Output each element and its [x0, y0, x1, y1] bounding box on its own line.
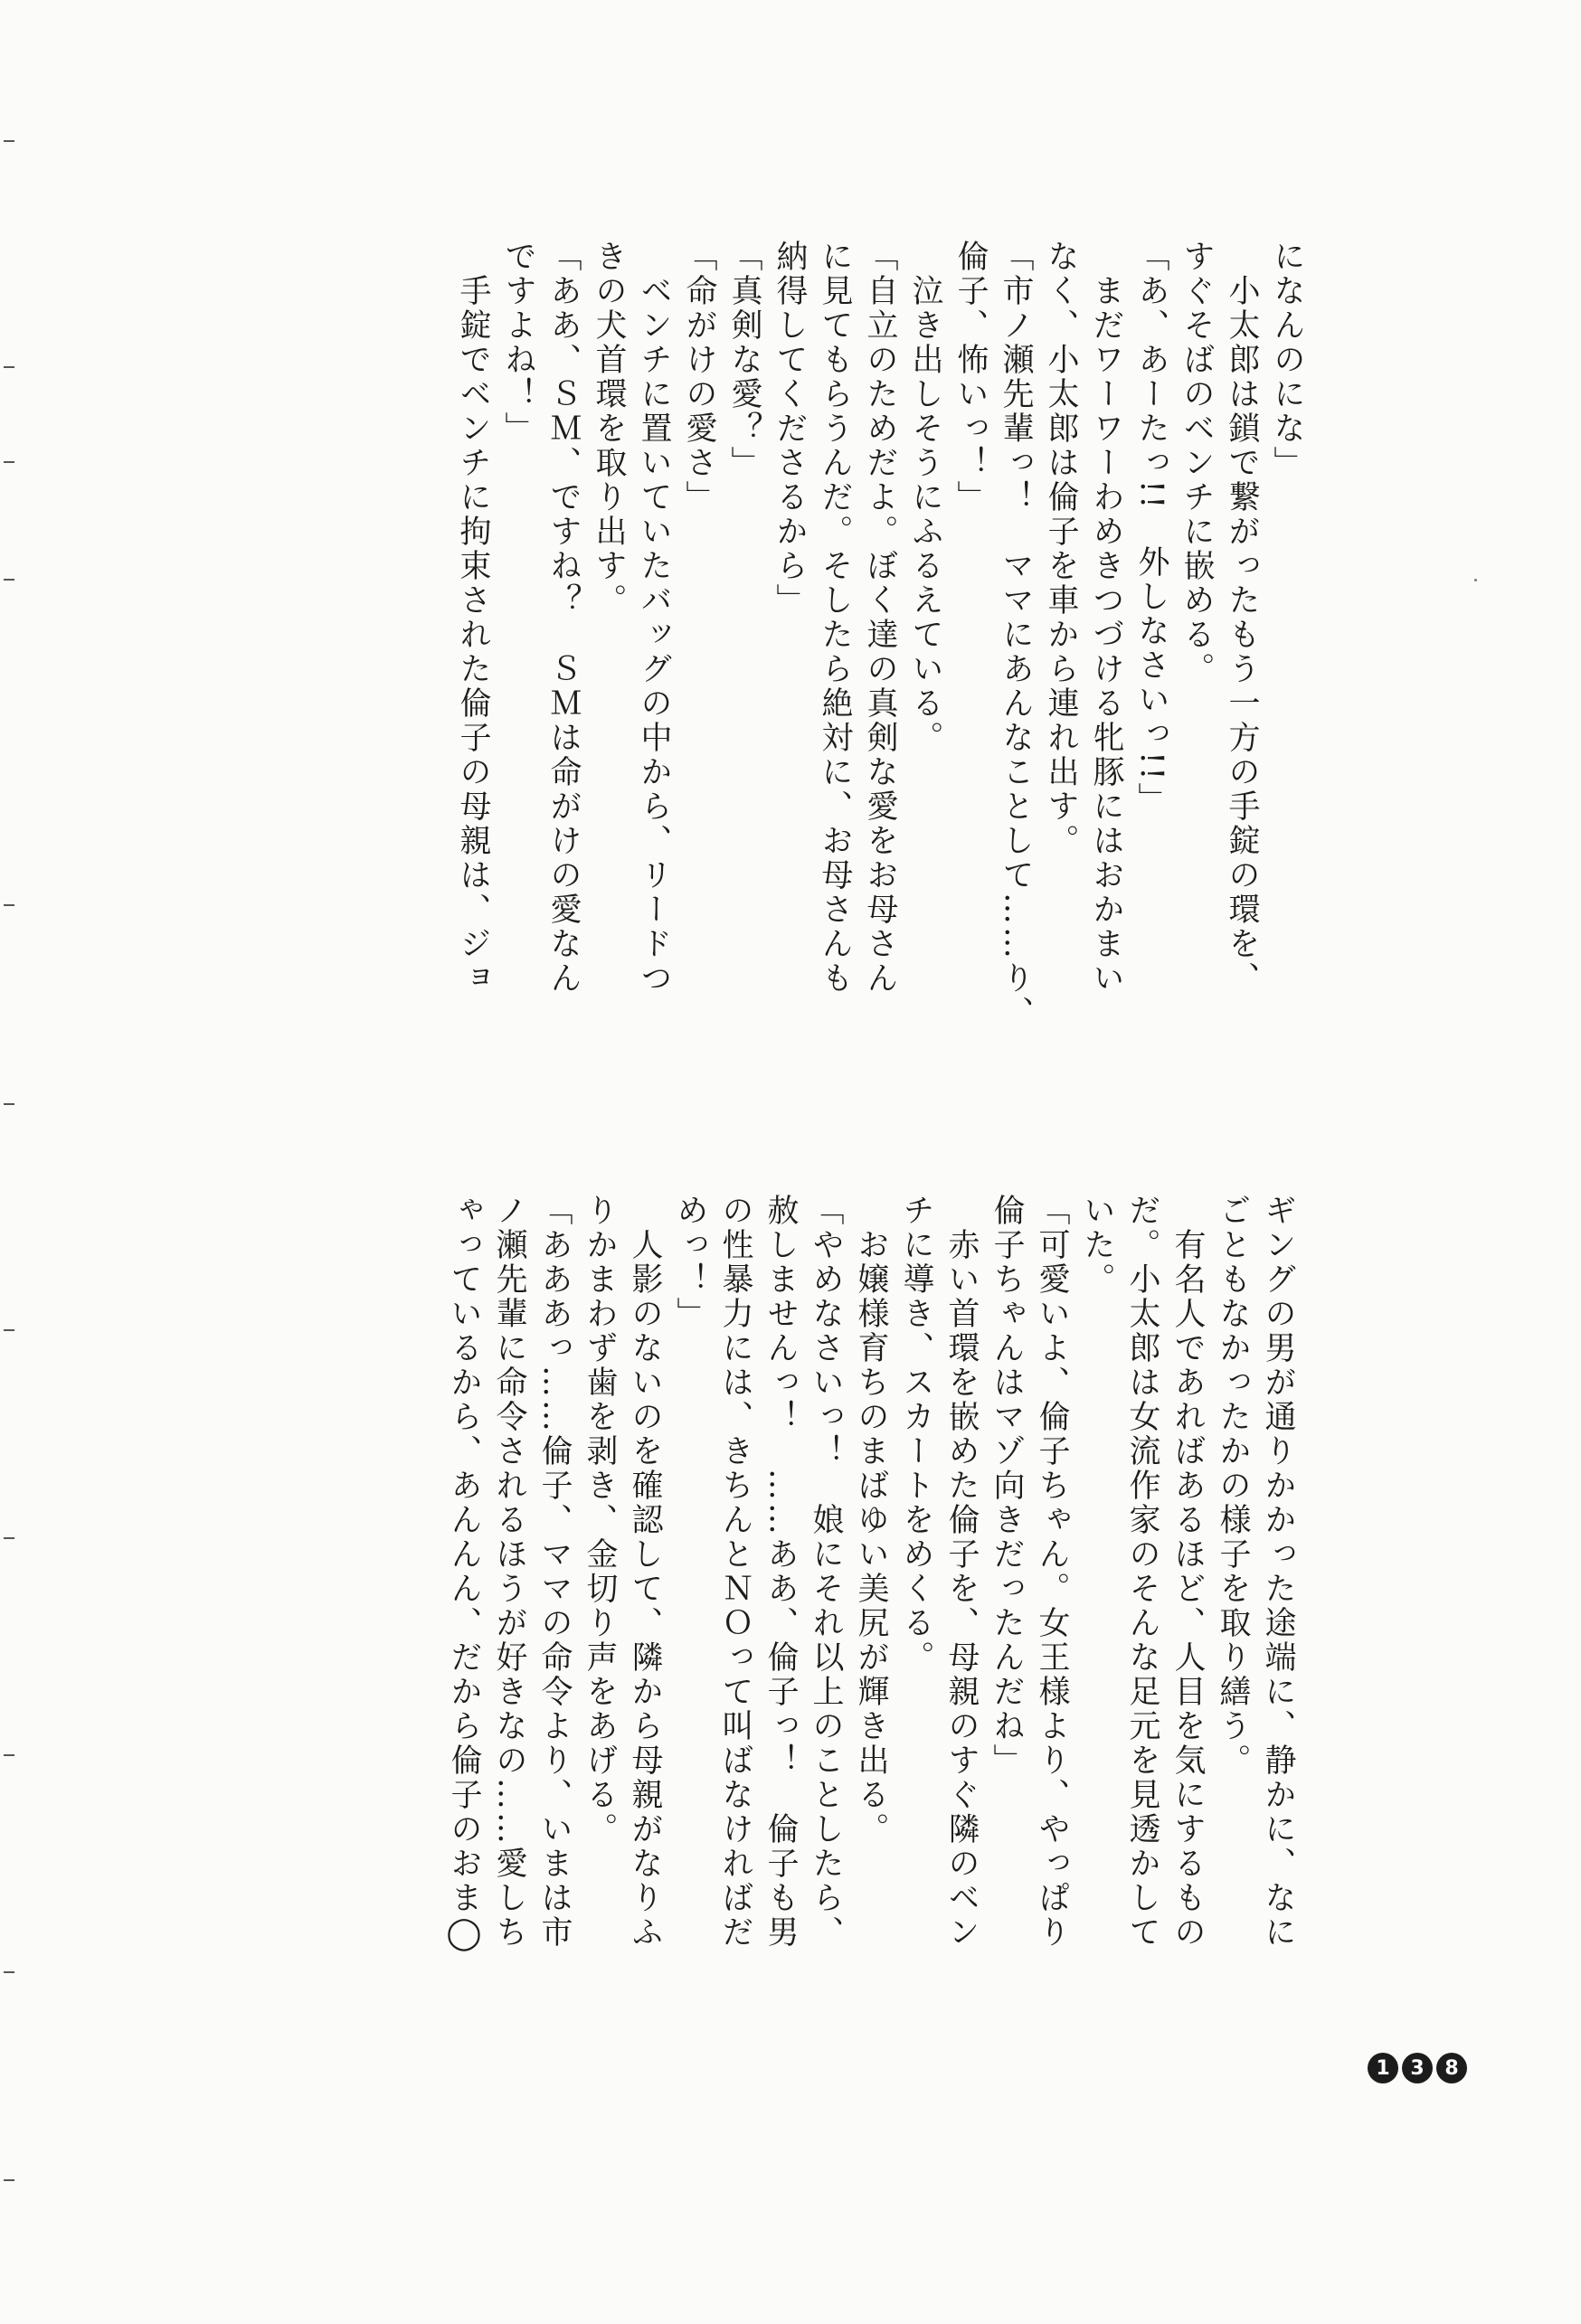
text-column: 赦しませんっ！ ……ああ、倫子っ！ 倫子も男 — [762, 1194, 799, 1950]
text-column: 「あ、あーたっ!! 外しなさいっ!!」 — [1133, 240, 1169, 817]
text-column: まだワーワーわめきつづける牝豚にはおかまい — [1088, 240, 1124, 996]
scan-edge-mark — [4, 140, 14, 142]
scan-edge-mark — [4, 366, 14, 368]
page-number-digit: 3 — [1402, 2053, 1433, 2083]
text-column: 「ああ、ＳＭ、ですね？ ＳＭは命がけの愛なん — [545, 240, 582, 996]
text-column: 「真剣な愛？」 — [726, 240, 762, 480]
scan-edge-mark — [4, 461, 14, 463]
text-column: すぐそばのベンチに嵌める。 — [1179, 240, 1215, 686]
text-column: きの犬首環を取り出す。 — [591, 240, 627, 618]
text-column: 「あああっ……倫子、ママの命令より、いまは市 — [536, 1194, 573, 1950]
scan-edge-mark — [4, 579, 14, 581]
text-column: 納得してくださるから」 — [772, 240, 808, 618]
text-column: いた。 — [1079, 1194, 1115, 1297]
text-column: チに導き、スカートをめくる。 — [898, 1194, 934, 1675]
lower-text-block — [441, 1194, 1301, 2324]
text-column: になんのにな」 — [1269, 240, 1305, 480]
text-column: お嬢様育ちのまばゆい美尻が輝き出る。 — [853, 1194, 889, 1847]
page-number-digit: 1 — [1368, 2053, 1398, 2083]
text-column: 「自立のためだよ。ぼく達の真剣な愛をお母さん — [862, 240, 898, 996]
text-column: に見てもらうんだ。そしたら絶対に、お母さんも — [817, 240, 853, 996]
scan-edge-mark — [4, 1329, 14, 1331]
scan-edge-mark — [4, 1754, 14, 1756]
text-column: 手錠でベンチに拘束された倫子の母親は、ジョ — [455, 240, 491, 996]
text-column: りかまわず歯を剥き、金切り声をあげる。 — [582, 1194, 618, 1847]
text-column: ごともなかったかの様子を取り繕う。 — [1215, 1194, 1251, 1778]
text-column: 倫子、怖いっ！」 — [952, 240, 989, 515]
text-column: の性暴力には、きちんとＮＯって叫ばなければだ — [717, 1194, 753, 1950]
text-column: 人影のないのを確認して、隣から母親がなりふ — [627, 1194, 663, 1950]
text-column: だ。小太郎は女流作家のそんな足元を見透かして — [1124, 1194, 1160, 1950]
text-column: 小太郎は鎖で繋がったもう一方の手錠の環を、 — [1224, 240, 1260, 996]
scan-edge-mark — [4, 1537, 14, 1539]
text-column: 泣き出しそうにふるえている。 — [907, 240, 943, 755]
text-column: ノ瀬先輩に命令されるほうが好きなの……愛しち — [491, 1194, 527, 1950]
text-column: なく、小太郎は倫子を車から連れ出す。 — [1043, 240, 1079, 858]
text-column: ベンチに置いていたバッグの中から、リードつ — [636, 240, 672, 996]
page-number — [1368, 2053, 1467, 2083]
scan-edge-mark — [4, 1103, 14, 1105]
scan-edge-mark — [4, 2179, 14, 2181]
text-column: ですよね！」 — [500, 240, 536, 446]
text-column: ギングの男が通りかかった途端に、静かに、なに — [1260, 1194, 1296, 1950]
scan-edge-mark — [4, 904, 14, 906]
text-column: 「可愛いよ、倫子ちゃん。女王様より、やっぱり — [1034, 1194, 1070, 1950]
text-column: 「市ノ瀬先輩っ！ ママにあんなことして……り、 — [998, 240, 1034, 1030]
text-column: 赤い首環を嵌めた倫子を、母親のすぐ隣のベン — [943, 1194, 980, 1950]
text-column: 倫子ちゃんはマゾ向きだったんだね」 — [989, 1194, 1025, 1778]
scan-speck — [1474, 579, 1477, 581]
page-number-digit: 8 — [1436, 2053, 1467, 2083]
text-column: 「命がけの愛さ」 — [681, 240, 717, 515]
text-column: 有名人であればあるほど、人目を気にするもの — [1169, 1194, 1206, 1950]
text-column: ゃっているから、あんんん、だから倫子のおま◯ — [446, 1194, 482, 1954]
text-column: めっ！」 — [672, 1194, 708, 1331]
text-column: 「やめなさいっ！ 娘にそれ以上のことしたら、 — [808, 1194, 844, 1950]
upper-text-block — [450, 240, 1310, 1153]
scan-edge-mark — [4, 1971, 14, 1973]
